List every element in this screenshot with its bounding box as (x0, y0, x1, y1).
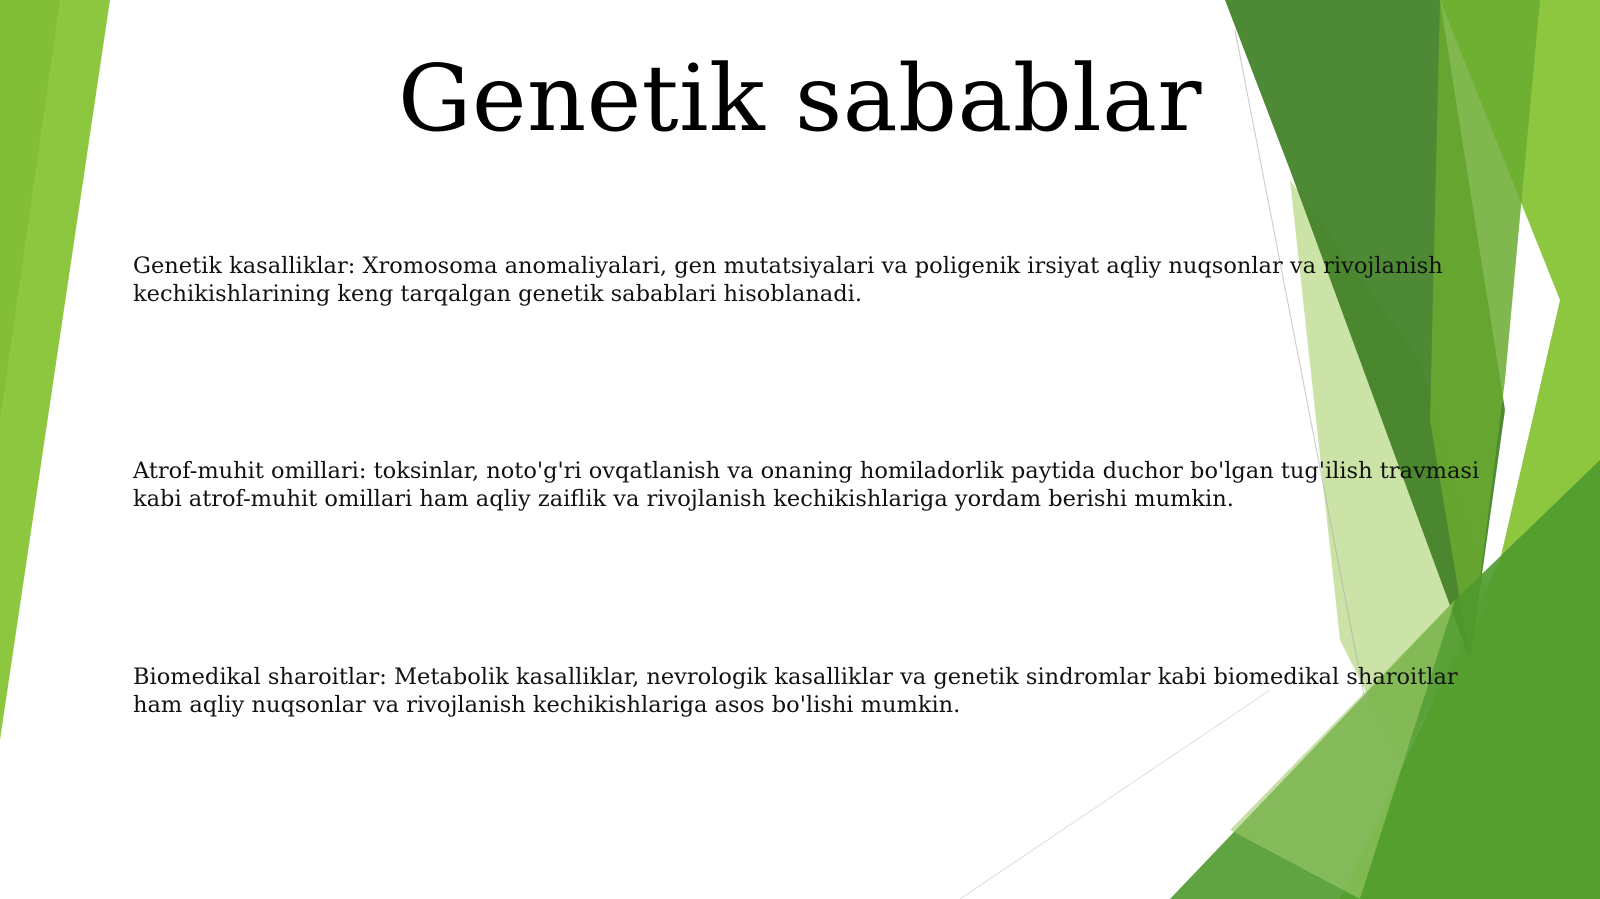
paragraph-environmental-factors: Atrof-muhit omillari: toksinlar, noto'g'ri ovqatlanish va onaning homiladorlik paytida duchor bo'lgan tug'ilish travmasi kabi atrof-muhit omillari ham aqliy zaiflik va rivojlanish kechikishlariga yordam berishi mumkin. (133, 458, 1480, 512)
slide-title: Genetik sabablar (398, 45, 1202, 152)
paragraph-genetic-diseases: Genetik kasalliklar: Xromosoma anomaliyalari, gen mutatsiyalari va poligenik irsiyat aqliy nuqsonlar va rivojlanish kechikishlarining keng tarqalgan genetik sabablari hisoblanadi. (133, 253, 1443, 307)
paragraph-biomedical-conditions: Biomedikal sharoitlar: Metabolik kasalliklar, nevrologik kasalliklar va genetik sindromlar kabi biomedikal sharoitlar ham aqliy nuqsonlar va rivojlanish kechikishlariga asos bo'lishi mumkin. (133, 664, 1458, 718)
